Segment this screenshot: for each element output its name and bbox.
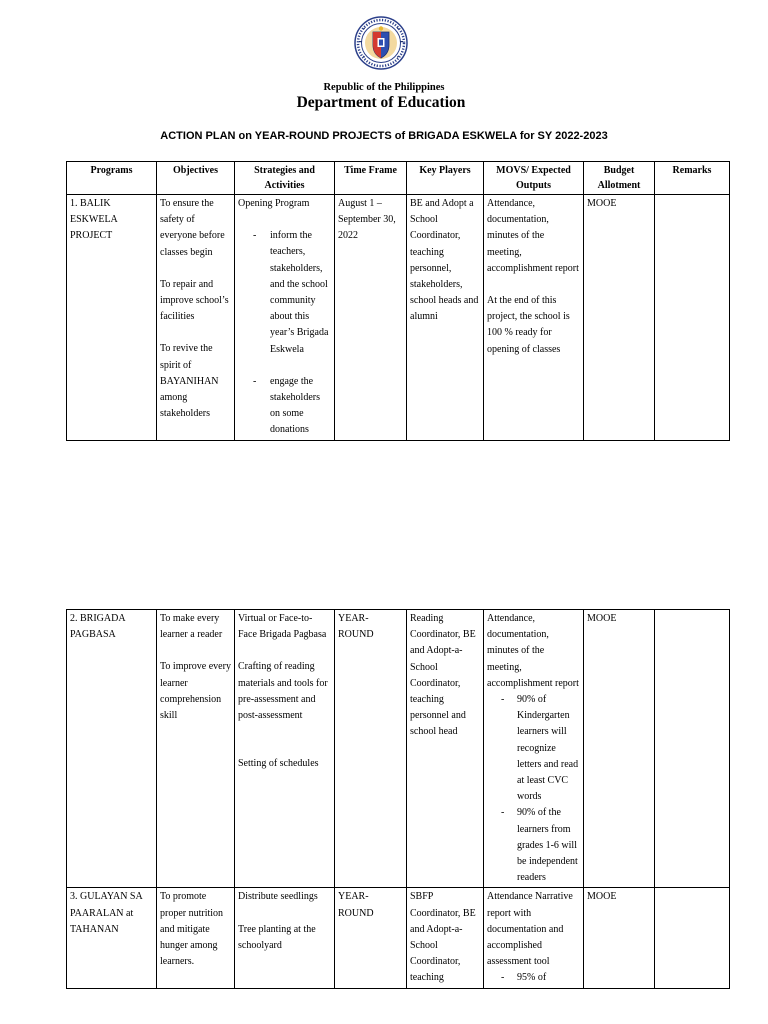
remarks-cell: [655, 610, 730, 888]
strategies-cell: [235, 610, 335, 888]
movs-bullet: - 90% of Kindergarten learners will recognize letters and read at least CVC words: [487, 692, 580, 805]
program-cell: 2. BRIGADA PAGBASA: [67, 610, 157, 888]
table-row: [67, 888, 730, 988]
movs-bullet: - 90% of the learners from grades 1-6 will be independent readers: [487, 805, 580, 886]
strategies-cell: [235, 195, 335, 441]
action-plan-table-1: [66, 161, 730, 441]
deped-seal-logo: [354, 16, 408, 70]
action-plan-title: ACTION PLAN on YEAR-ROUND PROJECTS of BRIGADA ESKWELA for SY 2022-2023: [160, 130, 608, 142]
objectives-cell: [157, 888, 235, 988]
strategy-item: - inform the teachers, stakeholders, and the school community about this year’s Brigada Eskwela: [238, 228, 331, 358]
time-frame-cell: August 1 – September 30, 2022: [335, 195, 407, 441]
objective-item: To ensure the safety of everyone before classes begin: [160, 198, 225, 258]
objective-item: To make every learner a reader: [160, 613, 223, 641]
movs-bullet: - 95% of: [487, 970, 580, 986]
strategy-item: Virtual or Face-to-Face Brigada Pagbasa: [238, 613, 327, 641]
strategy-item: - engage the stakeholders on some donations: [238, 374, 331, 439]
column-header-strategies: Strategies and Activities: [235, 162, 335, 195]
movs-item: Attendance, documentation, minutes of the meeting, accomplishment report: [487, 198, 579, 274]
movs-item: Attendance Narrative report with documentation and accomplished assessment tool: [487, 891, 573, 968]
strategy-item: Setting of schedules: [238, 758, 319, 770]
column-header-movs: MOVS/ Expected Outputs: [484, 162, 584, 195]
time-frame-cell: YEAR-ROUND: [335, 610, 407, 888]
column-header-time-frame: Time Frame: [335, 162, 407, 195]
movs-cell: [484, 888, 584, 988]
objective-item: To improve every learner comprehension skill: [160, 661, 231, 722]
program-cell: 3. GULAYAN SA PAARALAN at TAHANAN: [67, 888, 157, 988]
remarks-cell: [655, 888, 730, 988]
time-frame-cell: YEAR-ROUND: [335, 888, 407, 988]
movs-item: At the end of this project, the school is 100 % ready for opening of classes: [487, 295, 570, 355]
strategy-item: Distribute seedlings: [238, 891, 318, 903]
republic-heading: Republic of the Philippines: [323, 82, 445, 93]
table-row: [67, 195, 730, 441]
department-heading: Department of Education: [296, 94, 466, 111]
column-header-key-players: Key Players: [407, 162, 484, 195]
objectives-cell: [157, 610, 235, 888]
strategy-heading: Opening Program: [238, 198, 310, 209]
table-header-row: [67, 162, 730, 195]
strategy-item: Crafting of reading materials and tools for pre-assessment and post-assessment: [238, 661, 328, 722]
column-header-objectives: Objectives: [157, 162, 235, 195]
remarks-cell: [655, 195, 730, 441]
column-header-budget: Budget Allotment: [584, 162, 655, 195]
column-header-programs: Programs: [67, 162, 157, 195]
strategies-cell: [235, 888, 335, 988]
key-players-cell: Reading Coordinator, BE and Adopt-a-School Coordinator, teaching personnel and school head: [407, 610, 484, 888]
movs-cell: [484, 195, 584, 441]
objective-item: To repair and improve school’s facilities: [160, 278, 229, 323]
strategy-item: Tree planting at the schoolyard: [238, 923, 316, 951]
budget-cell: MOOE: [584, 610, 655, 888]
objective-item: To promote proper nutrition and mitigate hunger among learners.: [160, 891, 224, 968]
key-players-cell: SBFP Coordinator, BE and Adopt-a-School Coordinator, teaching: [407, 888, 484, 988]
table-row: [67, 610, 730, 888]
movs-cell: [484, 610, 584, 888]
key-players-cell: BE and Adopt a School Coordinator, teaching personnel, stakeholders, school heads and alumni: [407, 195, 484, 441]
budget-cell: MOOE: [584, 888, 655, 988]
program-cell: 1. BALIK ESKWELA PROJECT: [67, 195, 157, 441]
objective-item: To revive the spirit of BAYANIHAN among stakeholders: [160, 343, 219, 420]
action-plan-table-2: [66, 609, 730, 989]
budget-cell: MOOE: [584, 195, 655, 441]
column-header-remarks: Remarks: [655, 162, 730, 195]
objectives-cell: [157, 195, 235, 441]
movs-item: Attendance, documentation, minutes of the meeting, accomplishment report: [487, 613, 579, 689]
